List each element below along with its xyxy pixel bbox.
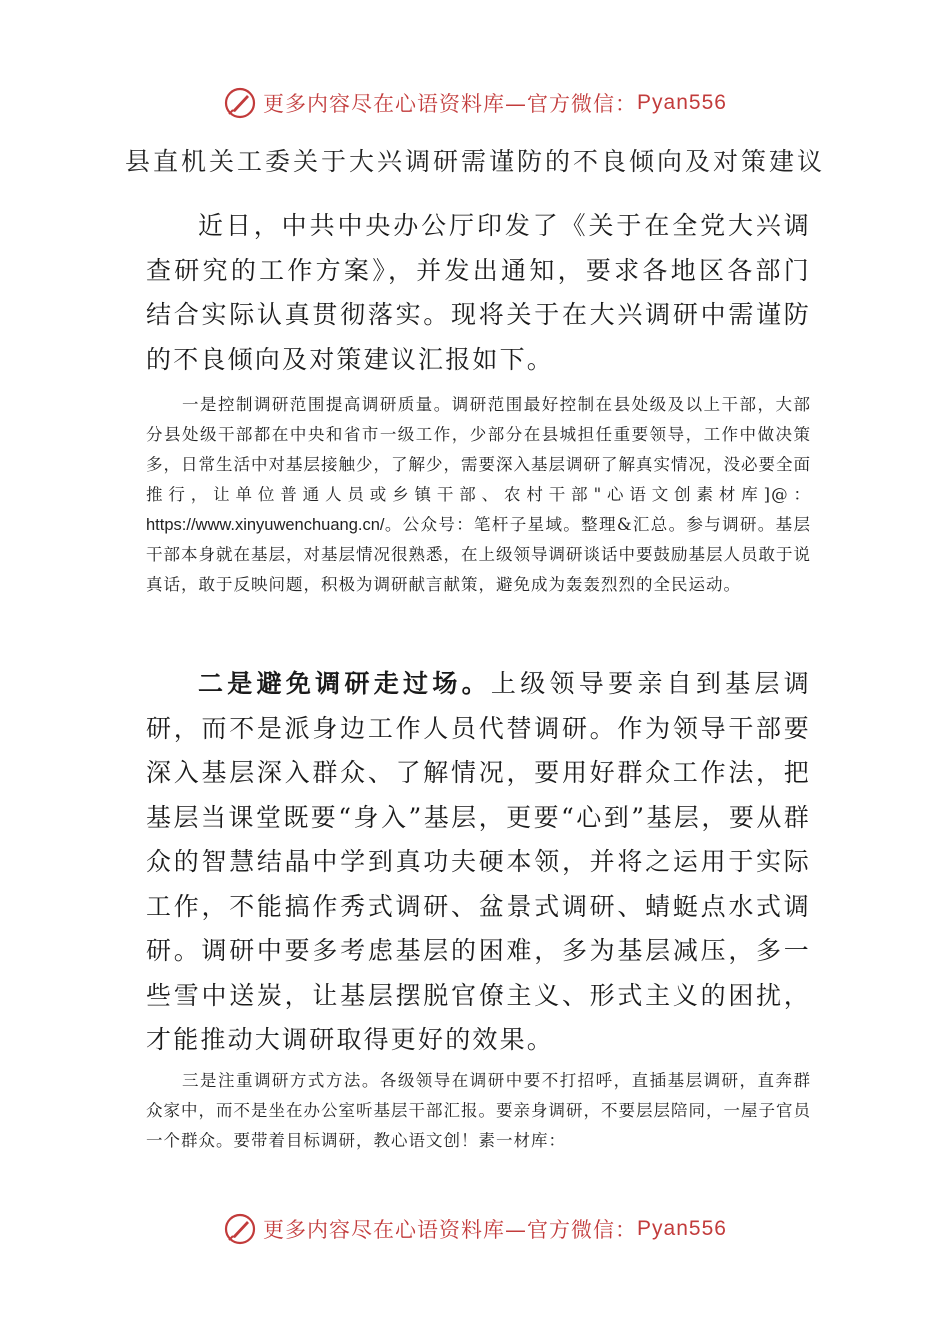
item3-paragraph: 三是注重调研方式方法。各级领导在调研中要不打招呼，直插基层调研，直奔群众家中，而不是坐在办公室听基层干部汇报。要亲身调研，不要层层陪同，一屋子官员一个群众。要带着目标调研，教心语文创！素一材库：	[146, 1071, 811, 1150]
quill-logo-icon	[223, 86, 257, 120]
item2-lead: 二是避免调研走过场。	[198, 669, 491, 698]
item1-paragraph	[146, 390, 811, 600]
item1-text-a: 一是控制调研范围提高调研质量。调研范围最好控制在县处级及以上干部，大部分县处级干部都在中央和省市一级工作，少部分在县城担任重要领导，工作中做决策多，日常生活中对基层接触少，了解少，需要深入基层调研了解真实情况，没必要全面推行，让单位普通人员或乡镇干部、农村干部"心语文创素材库]@：	[146, 395, 811, 504]
item1-url: https://www.xinyuwenchuang.cn/	[146, 516, 385, 534]
document-title: 县直机关工委关于大兴调研需谨防的不良倾向及对策建议	[124, 147, 825, 176]
item2-paragraph	[146, 662, 811, 1063]
footer-banner-text: 更多内容尽在心语资料库—官方微信：	[263, 1218, 638, 1242]
header-banner-handle: Pyan556	[637, 91, 727, 114]
footer-banner-handle: Pyan556	[637, 1217, 727, 1240]
item1-text-b: 。公众号：笔杆子星域。整理&汇总。参与调研。基层干部本身就在基层，对基层情况很熟悉，在上级领导调研谈话中要鼓励基层人员敢于说真话，敢于反映问题，积极为调研献言献策，避免成为轰轰烈烈的全民运动。	[146, 515, 811, 594]
quill-logo-icon	[223, 1212, 257, 1246]
header-banner	[0, 86, 950, 120]
header-banner-text: 更多内容尽在心语资料库—官方微信：	[263, 92, 638, 116]
footer-banner	[0, 1212, 950, 1246]
item2-body: 上级领导要亲自到基层调研，而不是派身边工作人员代替调研。作为领导干部要深入基层深入群众、了解情况，要用好群众工作法，把基层当课堂既要“身入”基层，更要“心到”基层，要从群众的智慧结晶中学到真功夫硬本领，并将之运用于实际工作，不能搞作秀式调研、盆景式调研、蜻蜓点水式调研。调研中要多考虑基层的困难，多为基层减压，多一些雪中送炭，让基层摆脱官僚主义、形式主义的困扰，才能推动大调研取得更好的效果。	[146, 669, 811, 1054]
intro-paragraph: 近日，中共中央办公厅印发了《关于在全党大兴调查研究的工作方案》，并发出通知，要求各地区各部门结合实际认真贯彻落实。现将关于在大兴调研中需谨防的不良倾向及对策建议汇报如下。	[146, 211, 811, 374]
